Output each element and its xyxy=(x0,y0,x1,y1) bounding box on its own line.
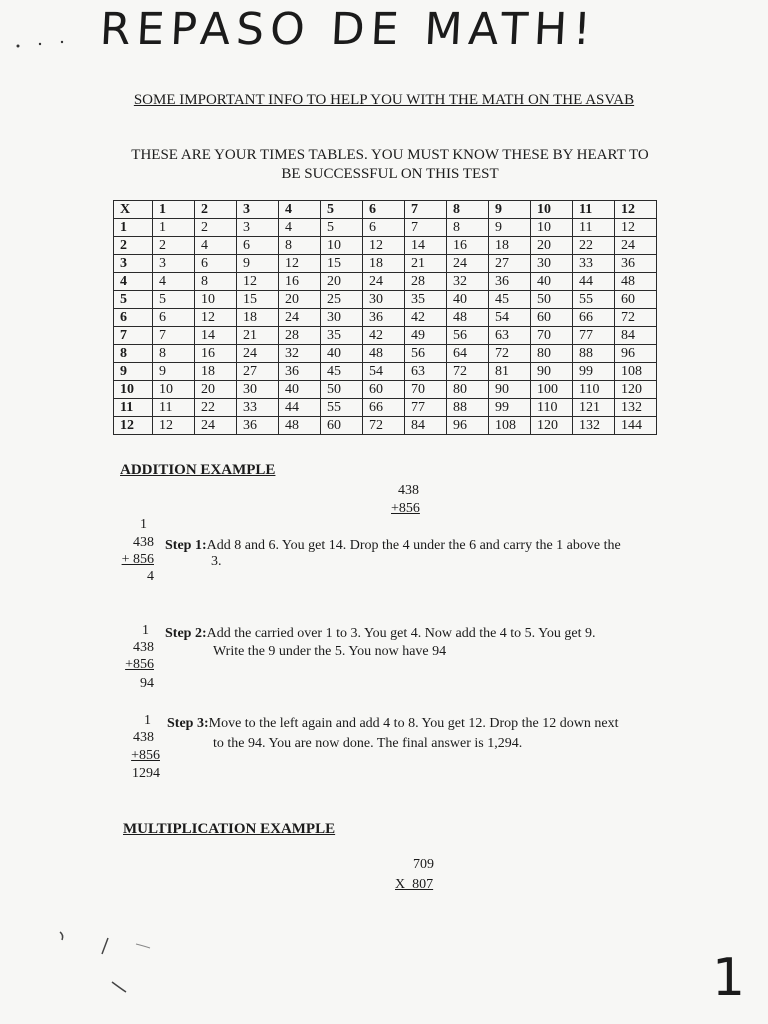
table-cell: 15 xyxy=(321,255,363,273)
pen-stroke xyxy=(136,944,150,948)
table-cell: 40 xyxy=(321,345,363,363)
table-cell: 14 xyxy=(195,327,237,345)
table-cell: 8 xyxy=(195,273,237,291)
table-row-header-cell: 7 xyxy=(114,327,153,345)
table-cell: 64 xyxy=(447,345,489,363)
step2-carry: 1 xyxy=(142,623,149,638)
table-cell: 21 xyxy=(405,255,447,273)
table-cell: 28 xyxy=(405,273,447,291)
step1-line1: Add 8 and 6. You get 14. Drop the 4 under the 6 and carry the 1 above the xyxy=(206,538,621,553)
table-cell: 121 xyxy=(573,399,615,417)
addition-problem-top: 438 xyxy=(398,483,419,498)
table-cell: 4 xyxy=(195,237,237,255)
pen-dot xyxy=(17,45,20,48)
table-cell: 5 xyxy=(321,219,363,237)
table-cell: 18 xyxy=(489,237,531,255)
table-row-header-cell: 12 xyxy=(114,417,153,435)
table-cell: 3 xyxy=(237,219,279,237)
table-header-cell: 7 xyxy=(405,201,447,219)
table-cell: 24 xyxy=(195,417,237,435)
table-row-header-cell: 1 xyxy=(114,219,153,237)
table-cell: 54 xyxy=(363,363,405,381)
step2-line1: Add the carried over 1 to 3. You get 4. Now add the 4 to 5. You get 9. xyxy=(206,626,596,641)
table-cell: 132 xyxy=(615,399,657,417)
table-cell: 10 xyxy=(321,237,363,255)
pen-dot xyxy=(61,41,63,43)
table-cell: 16 xyxy=(447,237,489,255)
table-cell: 80 xyxy=(447,381,489,399)
table-row-header-cell: 6 xyxy=(114,309,153,327)
table-header-cell: 2 xyxy=(195,201,237,219)
table-row-header-cell: 10 xyxy=(114,381,153,399)
table-cell: 45 xyxy=(321,363,363,381)
table-cell: 9 xyxy=(153,363,195,381)
table-row-header-cell: 2 xyxy=(114,237,153,255)
table-cell: 12 xyxy=(363,237,405,255)
table-cell: 24 xyxy=(363,273,405,291)
table-cell: 6 xyxy=(237,237,279,255)
table-row-header-cell: 8 xyxy=(114,345,153,363)
table-cell: 36 xyxy=(615,255,657,273)
table-cell: 5 xyxy=(153,291,195,309)
table-cell: 36 xyxy=(279,363,321,381)
table-cell: 33 xyxy=(573,255,615,273)
table-cell: 80 xyxy=(531,345,573,363)
step1-a: 438 xyxy=(133,535,154,550)
step3-b: +856 xyxy=(131,748,160,763)
step2-result: 94 xyxy=(140,676,154,691)
table-cell: 16 xyxy=(195,345,237,363)
table-cell: 4 xyxy=(279,219,321,237)
table-cell: 42 xyxy=(363,327,405,345)
table-cell: 90 xyxy=(489,381,531,399)
table-cell: 24 xyxy=(279,309,321,327)
table-cell: 9 xyxy=(489,219,531,237)
table-cell: 33 xyxy=(237,399,279,417)
table-cell: 110 xyxy=(531,399,573,417)
table-cell: 66 xyxy=(363,399,405,417)
table-cell: 96 xyxy=(615,345,657,363)
table-cell: 32 xyxy=(279,345,321,363)
table-cell: 44 xyxy=(573,273,615,291)
table-cell: 48 xyxy=(363,345,405,363)
table-cell: 1 xyxy=(153,219,195,237)
table-cell: 35 xyxy=(405,291,447,309)
table-cell: 45 xyxy=(489,291,531,309)
table-cell: 30 xyxy=(321,309,363,327)
table-cell: 12 xyxy=(153,417,195,435)
addition-problem-bottom: +856 xyxy=(391,501,420,516)
table-cell: 84 xyxy=(405,417,447,435)
table-cell: 81 xyxy=(489,363,531,381)
table-cell: 72 xyxy=(363,417,405,435)
table-cell: 99 xyxy=(573,363,615,381)
table-header-cell: 10 xyxy=(531,201,573,219)
table-cell: 63 xyxy=(489,327,531,345)
step2-label: Step 2: xyxy=(165,626,207,641)
table-row-header-cell: 9 xyxy=(114,363,153,381)
table-cell: 56 xyxy=(447,327,489,345)
page-title: REPASO DE MATH! xyxy=(98,4,598,55)
table-cell: 72 xyxy=(489,345,531,363)
table-cell: 3 xyxy=(153,255,195,273)
table-cell: 30 xyxy=(363,291,405,309)
table-cell: 42 xyxy=(405,309,447,327)
table-cell: 9 xyxy=(237,255,279,273)
table-cell: 40 xyxy=(531,273,573,291)
table-cell: 27 xyxy=(237,363,279,381)
table-cell: 10 xyxy=(531,219,573,237)
table-cell: 25 xyxy=(321,291,363,309)
table-cell: 49 xyxy=(405,327,447,345)
pen-stroke xyxy=(60,932,63,940)
table-cell: 4 xyxy=(153,273,195,291)
table-cell: 11 xyxy=(573,219,615,237)
table-cell: 48 xyxy=(447,309,489,327)
table-cell: 84 xyxy=(615,327,657,345)
table-header-cell: 4 xyxy=(279,201,321,219)
table-cell: 72 xyxy=(447,363,489,381)
table-cell: 60 xyxy=(321,417,363,435)
table-cell: 110 xyxy=(573,381,615,399)
table-cell: 8 xyxy=(447,219,489,237)
step3-a: 438 xyxy=(133,730,154,745)
multiplication-heading: MULTIPLICATION EXAMPLE xyxy=(123,821,336,837)
table-cell: 66 xyxy=(573,309,615,327)
intro-text: THESE ARE YOUR TIMES TABLES. YOU MUST KNOW THESE BY HEART TO BE SUCCESSFUL ON THIS TEST xyxy=(131,147,649,182)
table-cell: 120 xyxy=(531,417,573,435)
table-cell: 20 xyxy=(279,291,321,309)
table-cell: 18 xyxy=(363,255,405,273)
table-cell: 10 xyxy=(195,291,237,309)
table-cell: 22 xyxy=(573,237,615,255)
table-cell: 30 xyxy=(237,381,279,399)
table-cell: 36 xyxy=(237,417,279,435)
step3-carry: 1 xyxy=(144,713,151,728)
table-cell: 48 xyxy=(615,273,657,291)
table-cell: 70 xyxy=(531,327,573,345)
table-cell: 6 xyxy=(153,309,195,327)
table-cell: 24 xyxy=(615,237,657,255)
table-cell: 60 xyxy=(363,381,405,399)
table-cell: 7 xyxy=(405,219,447,237)
table-cell: 50 xyxy=(321,381,363,399)
table-cell: 144 xyxy=(615,417,657,435)
table-cell: 35 xyxy=(321,327,363,345)
table-cell: 54 xyxy=(489,309,531,327)
step1-line2: 3. xyxy=(211,554,222,569)
step3-result: 1294 xyxy=(132,766,160,781)
table-cell: 20 xyxy=(195,381,237,399)
table-row-header-cell: 5 xyxy=(114,291,153,309)
table-cell: 2 xyxy=(195,219,237,237)
table-cell: 96 xyxy=(447,417,489,435)
step3-label: Step 3: xyxy=(167,716,209,731)
table-cell: 8 xyxy=(153,345,195,363)
table-header-cell: 5 xyxy=(321,201,363,219)
table-cell: 60 xyxy=(615,291,657,309)
table-cell: 132 xyxy=(573,417,615,435)
table-header-cell: X xyxy=(114,201,153,219)
table-header-cell: 6 xyxy=(363,201,405,219)
step3-line2: to the 94. You are now done. The final answer is 1,294. xyxy=(213,736,523,751)
table-cell: 15 xyxy=(237,291,279,309)
table-cell: 55 xyxy=(321,399,363,417)
table-cell: 24 xyxy=(447,255,489,273)
addition-heading: ADDITION EXAMPLE xyxy=(120,462,276,478)
table-cell: 99 xyxy=(489,399,531,417)
table-header-cell: 3 xyxy=(237,201,279,219)
table-row-header-cell: 11 xyxy=(114,399,153,417)
table-cell: 20 xyxy=(321,273,363,291)
page-number: 1 xyxy=(712,948,746,1008)
table-cell: 100 xyxy=(531,381,573,399)
table-cell: 8 xyxy=(279,237,321,255)
table-cell: 55 xyxy=(573,291,615,309)
step3-line1: Move to the left again and add 4 to 8. You get 12. Drop the 12 down next xyxy=(208,716,619,731)
table-cell: 36 xyxy=(489,273,531,291)
table-cell: 21 xyxy=(237,327,279,345)
table-cell: 48 xyxy=(279,417,321,435)
table-cell: 77 xyxy=(405,399,447,417)
table-header-cell: 8 xyxy=(447,201,489,219)
step2-b: +856 xyxy=(125,657,154,672)
table-cell: 30 xyxy=(531,255,573,273)
step1-result: 4 xyxy=(147,569,154,584)
table-header-cell: 12 xyxy=(615,201,657,219)
table-cell: 12 xyxy=(237,273,279,291)
table-cell: 108 xyxy=(489,417,531,435)
table-cell: 6 xyxy=(363,219,405,237)
table-cell: 88 xyxy=(447,399,489,417)
table-cell: 12 xyxy=(195,309,237,327)
table-cell: 70 xyxy=(405,381,447,399)
subtitle: SOME IMPORTANT INFO TO HELP YOU WITH THE MATH ON THE ASVAB xyxy=(133,92,635,108)
table-cell: 120 xyxy=(615,381,657,399)
table-header-cell: 9 xyxy=(489,201,531,219)
table-cell: 36 xyxy=(363,309,405,327)
step1-b: + 856 xyxy=(121,552,154,567)
table-cell: 108 xyxy=(615,363,657,381)
table-cell: 63 xyxy=(405,363,447,381)
table-row-header-cell: 4 xyxy=(114,273,153,291)
table-header-cell: 11 xyxy=(573,201,615,219)
table-cell: 10 xyxy=(153,381,195,399)
table-cell: 44 xyxy=(279,399,321,417)
table-cell: 32 xyxy=(447,273,489,291)
table-cell: 50 xyxy=(531,291,573,309)
table-cell: 16 xyxy=(279,273,321,291)
pen-stroke xyxy=(112,982,126,992)
table-cell: 22 xyxy=(195,399,237,417)
table-header-cell: 1 xyxy=(153,201,195,219)
table-cell: 7 xyxy=(153,327,195,345)
table-cell: 12 xyxy=(615,219,657,237)
pen-stroke xyxy=(102,938,108,954)
table-cell: 18 xyxy=(237,309,279,327)
table-cell: 88 xyxy=(573,345,615,363)
table-cell: 2 xyxy=(153,237,195,255)
table-cell: 56 xyxy=(405,345,447,363)
table-cell: 90 xyxy=(531,363,573,381)
table-cell: 72 xyxy=(615,309,657,327)
table-row-header-cell: 3 xyxy=(114,255,153,273)
table-cell: 6 xyxy=(195,255,237,273)
multiplication-problem-top: 709 xyxy=(413,857,434,872)
table-cell: 11 xyxy=(153,399,195,417)
table-cell: 27 xyxy=(489,255,531,273)
table-cell: 60 xyxy=(531,309,573,327)
table-cell: 40 xyxy=(279,381,321,399)
step2-a: 438 xyxy=(133,640,154,655)
table-cell: 20 xyxy=(531,237,573,255)
table-cell: 28 xyxy=(279,327,321,345)
table-cell: 77 xyxy=(573,327,615,345)
table-cell: 12 xyxy=(279,255,321,273)
pen-dot xyxy=(39,43,41,45)
table-cell: 14 xyxy=(405,237,447,255)
step2-line2: Write the 9 under the 5. You now have 94 xyxy=(213,644,447,659)
table-cell: 24 xyxy=(237,345,279,363)
step1-label: Step 1: xyxy=(165,538,207,553)
multiplication-problem-bottom: X 807 xyxy=(395,877,434,892)
step1-carry: 1 xyxy=(140,517,147,532)
table-cell: 18 xyxy=(195,363,237,381)
table-cell: 40 xyxy=(447,291,489,309)
